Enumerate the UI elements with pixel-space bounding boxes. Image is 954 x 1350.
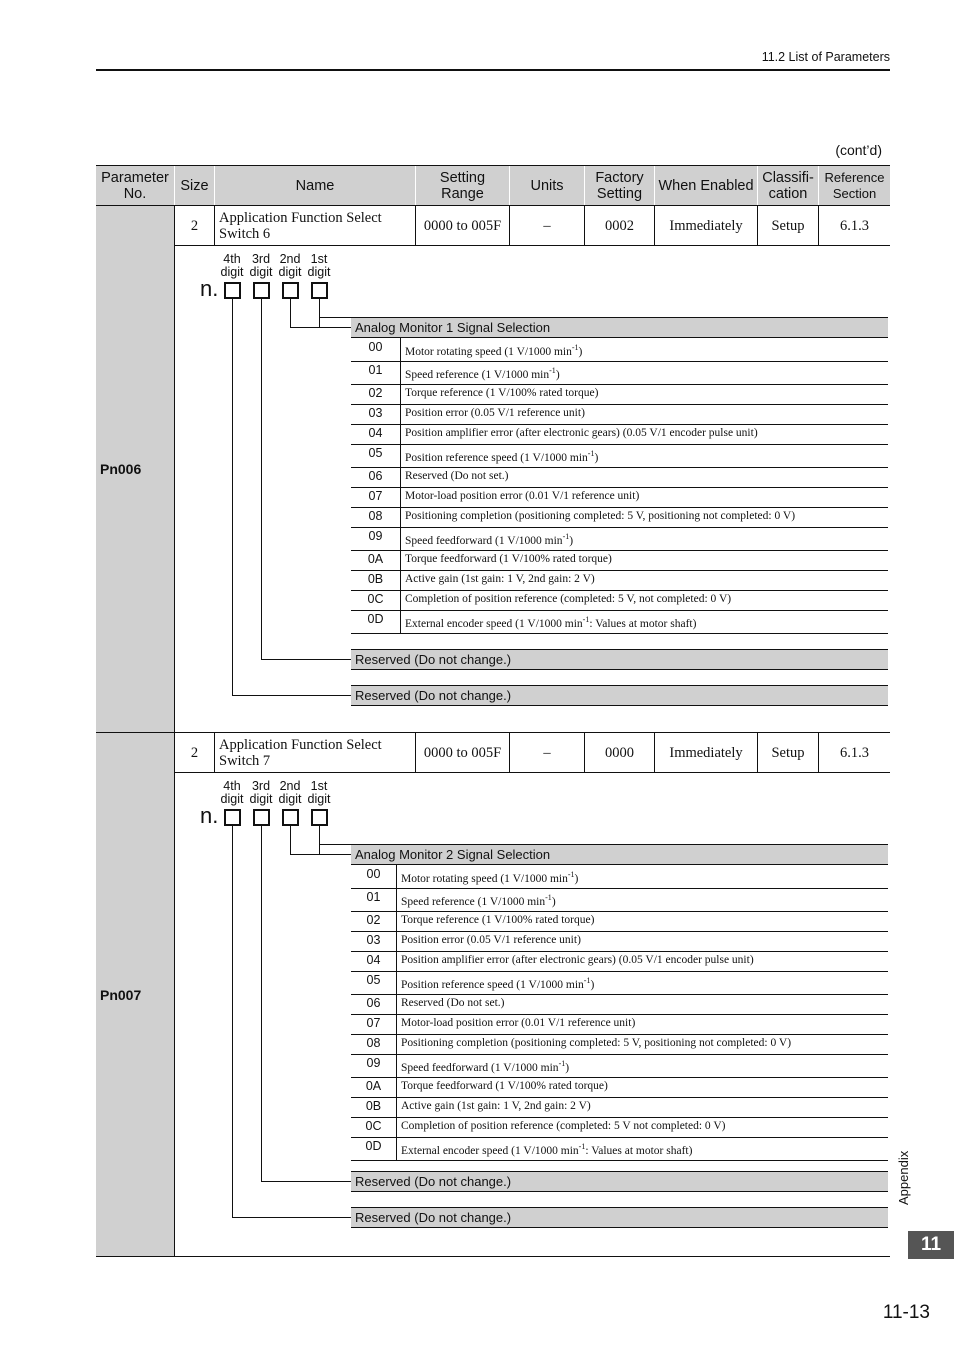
- continued-label: (cont’d): [835, 142, 882, 158]
- option-code: 09: [366, 1056, 381, 1070]
- col-header-classification: Classifi- cation: [758, 166, 818, 206]
- units-cell: –: [543, 744, 551, 761]
- digit-box: [311, 282, 328, 299]
- option-code: 07: [368, 489, 383, 503]
- digit-box: [224, 282, 241, 299]
- option-code: 04: [366, 953, 381, 967]
- option-description: External encoder speed (1 V/1000 $\min^{-1}$: Values at motor shaft): [405, 615, 697, 630]
- option-description: Active gain (1st gain: 1 V, 2nd gain: 2 V): [401, 1100, 591, 1112]
- option-code: 05: [366, 973, 381, 987]
- option-code: 0B: [365, 1099, 382, 1113]
- option-description: Motor rotating speed (1 V/1000 $\min^{-1}$): [401, 870, 579, 885]
- when-enabled-cell: Immediately: [669, 744, 743, 761]
- col-header-name: Name: [215, 166, 415, 206]
- col-header-setting-range: Setting Range: [416, 166, 509, 206]
- option-code: 02: [366, 913, 381, 927]
- option-description: Positioning completion (positioning completed: 5 V, positioning not completed: 0 V): [405, 510, 796, 522]
- option-code: 08: [366, 1036, 381, 1050]
- parameter-number: Pn007: [96, 733, 174, 1256]
- option-code: 07: [366, 1016, 381, 1030]
- option-code: 0A: [367, 552, 384, 566]
- option-code: 06: [368, 469, 383, 483]
- option-description: Reserved (Do not set.): [401, 997, 505, 1009]
- col-header-parameter-no: Parameter No.: [96, 166, 174, 206]
- n-prefix: n.: [200, 276, 219, 301]
- setting-range-cell: 0000 to 005F: [423, 217, 502, 234]
- reserved-row: Reserved (Do not change.): [351, 649, 888, 669]
- reserved-row: Reserved (Do not change.): [351, 1207, 888, 1227]
- option-code: 03: [366, 933, 381, 947]
- option-description: Motor rotating speed (1 V/1000 $\min^{-1}$): [405, 343, 583, 358]
- header-rule: [96, 69, 890, 71]
- size-cell: 2: [190, 744, 199, 761]
- option-description: Reserved (Do not set.): [405, 470, 509, 482]
- option-description: Speed reference (1 V/1000 $\min^{-1}$): [401, 893, 556, 908]
- option-code: 0C: [367, 592, 384, 606]
- factory-setting-cell: 0002: [605, 217, 634, 234]
- option-description: Torque feedforward (1 V/100% rated torque): [401, 1080, 608, 1092]
- option-description: Motor-load position error (0.01 V/1 reference unit): [405, 490, 640, 502]
- option-code: 08: [368, 509, 383, 523]
- option-code: 03: [368, 406, 383, 420]
- col-header-units: Units: [510, 166, 584, 206]
- col-header-factory-setting: Factory Setting: [585, 166, 654, 206]
- units-cell: –: [543, 217, 551, 234]
- n-prefix: n.: [200, 803, 219, 828]
- running-header: 11.2 List of Parameters: [761, 50, 890, 64]
- col-header-reference-section: Reference Section: [819, 166, 890, 206]
- reserved-row: Reserved (Do not change.): [351, 685, 888, 705]
- option-code: 06: [366, 996, 381, 1010]
- option-code: 0B: [367, 572, 384, 586]
- digit-box: [311, 809, 328, 826]
- option-description: Speed feedforward (1 V/1000 $\min^{-1}$): [401, 1059, 570, 1074]
- digit-label: 3rd digit: [249, 252, 273, 279]
- option-description: Torque feedforward (1 V/100% rated torque): [405, 553, 612, 565]
- option-description: Torque reference (1 V/100% rated torque): [401, 914, 595, 926]
- digit-box: [224, 809, 241, 826]
- classification-cell: Setup: [771, 744, 805, 761]
- digit-label: 4th digit: [220, 779, 244, 806]
- parameter-number: Pn006: [96, 206, 174, 732]
- digit-box: [253, 809, 270, 826]
- digit-label: 2nd digit: [278, 252, 302, 279]
- option-group-title: Analog Monitor 2 Signal Selection: [351, 844, 888, 864]
- option-description: Completion of position reference (completed: 5 V, not completed: 0 V): [405, 593, 732, 605]
- name-cell: Application Function Select Switch 6: [219, 209, 382, 242]
- name-cell: Application Function Select Switch 7: [219, 736, 382, 769]
- option-code: 00: [368, 340, 383, 354]
- when-enabled-cell: Immediately: [669, 217, 743, 234]
- chapter-tab: 11: [908, 1231, 954, 1259]
- option-description: Completion of position reference (completed: 5 V not completed: 0 V): [401, 1120, 726, 1132]
- option-description: Torque reference (1 V/100% rated torque): [405, 387, 599, 399]
- option-description: Speed reference (1 V/1000 $\min^{-1}$): [405, 366, 560, 381]
- digit-label: 4th digit: [220, 252, 244, 279]
- digit-label: 3rd digit: [249, 779, 273, 806]
- reference-section-cell: 6.1.3: [840, 217, 869, 234]
- option-code: 0A: [365, 1079, 382, 1093]
- option-group-title: Analog Monitor 1 Signal Selection: [351, 317, 888, 337]
- option-description: Position reference speed (1 V/1000 $\min^{-1}$): [405, 449, 599, 464]
- option-description: Active gain (1st gain: 1 V, 2nd gain: 2 V): [405, 573, 595, 585]
- option-description: Speed feedforward (1 V/1000 $\min^{-1}$): [405, 532, 574, 547]
- col-header-size: Size: [175, 166, 214, 206]
- digit-label: 2nd digit: [278, 779, 302, 806]
- reference-section-cell: 6.1.3: [840, 744, 869, 761]
- page-number: 11-13: [882, 1302, 930, 1323]
- option-description: Positioning completion (positioning completed: 5 V, positioning not completed: 0 V): [401, 1037, 792, 1049]
- digit-box: [253, 282, 270, 299]
- option-code: 0D: [365, 1139, 382, 1153]
- option-description: Position reference speed (1 V/1000 $\min^{-1}$): [401, 976, 595, 991]
- reserved-row: Reserved (Do not change.): [351, 1171, 888, 1191]
- option-code: 09: [368, 529, 383, 543]
- classification-cell: Setup: [771, 217, 805, 234]
- digit-box: [282, 809, 299, 826]
- option-code: 01: [368, 363, 383, 377]
- appendix-side-label: Appendix: [896, 1150, 911, 1205]
- option-code: 00: [366, 867, 381, 881]
- option-description: Position error (0.05 V/1 reference unit): [405, 407, 585, 419]
- option-code: 01: [366, 890, 381, 904]
- option-code: 0D: [367, 612, 384, 626]
- digit-box: [282, 282, 299, 299]
- col-header-when-enabled: When Enabled: [655, 166, 757, 206]
- option-code: 04: [368, 426, 383, 440]
- digit-label: 1st digit: [307, 779, 331, 806]
- option-code: 05: [368, 446, 383, 460]
- setting-range-cell: 0000 to 005F: [423, 744, 502, 761]
- digit-label: 1st digit: [307, 252, 331, 279]
- option-description: External encoder speed (1 V/1000 $\min^{-1}$: Values at motor shaft): [401, 1142, 693, 1157]
- size-cell: 2: [190, 217, 199, 234]
- option-code: 0C: [365, 1119, 382, 1133]
- option-code: 02: [368, 386, 383, 400]
- option-description: Position error (0.05 V/1 reference unit): [401, 934, 581, 946]
- factory-setting-cell: 0000: [605, 744, 634, 761]
- option-description: Motor-load position error (0.01 V/1 reference unit): [401, 1017, 636, 1029]
- option-description: Position amplifier error (after electronic gears) (0.05 V/1 encoder pulse unit): [405, 427, 758, 439]
- option-description: Position amplifier error (after electronic gears) (0.05 V/1 encoder pulse unit): [401, 954, 754, 966]
